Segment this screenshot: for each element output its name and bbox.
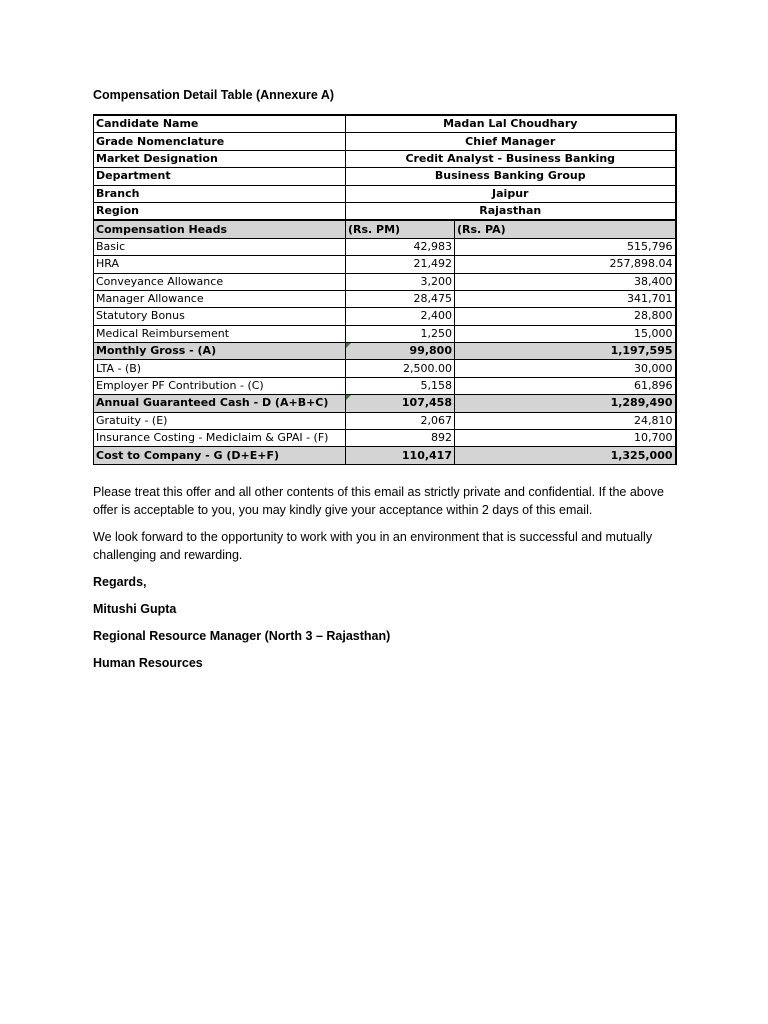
document-title: Compensation Detail Table (Annexure A) bbox=[93, 88, 335, 102]
compensation-row bbox=[94, 412, 676, 429]
info-label: Grade Nomenclature bbox=[94, 133, 346, 150]
monthly-amount: 892 bbox=[346, 430, 455, 447]
monthly-amount: 5,158 bbox=[346, 377, 455, 394]
compensation-head: Monthly Gross - (A) bbox=[94, 343, 346, 360]
info-row bbox=[94, 168, 676, 185]
compensation-head: Basic bbox=[94, 238, 346, 255]
monthly-amount-cell bbox=[346, 395, 455, 412]
info-row bbox=[94, 150, 676, 167]
compensation-row bbox=[94, 360, 676, 377]
monthly-amount: 2,067 bbox=[346, 412, 455, 429]
annual-amount: 24,810 bbox=[455, 412, 676, 429]
monthly-amount: 107,458 bbox=[401, 396, 452, 410]
compensation-head: Annual Guaranteed Cash - D (A+B+C) bbox=[94, 395, 346, 412]
info-row bbox=[94, 185, 676, 202]
info-value: Rajasthan bbox=[346, 202, 676, 220]
column-header-pm: (Rs. PM) bbox=[346, 220, 455, 238]
document-page bbox=[93, 86, 678, 681]
annual-amount: 10,700 bbox=[455, 430, 676, 447]
annual-amount: 1,325,000 bbox=[455, 447, 676, 464]
monthly-amount: 42,983 bbox=[346, 238, 455, 255]
annual-amount: 15,000 bbox=[455, 325, 676, 342]
compensation-head: Manager Allowance bbox=[94, 290, 346, 307]
info-label: Region bbox=[94, 202, 346, 220]
closing-paragraph: We look forward to the opportunity to work with you in an environment that is successful and mutually challenging and rewarding. bbox=[93, 529, 653, 562]
compensation-head: Employer PF Contribution - (C) bbox=[94, 377, 346, 394]
annual-amount: 257,898.04 bbox=[455, 256, 676, 273]
monthly-amount: 28,475 bbox=[346, 290, 455, 307]
annual-amount: 1,197,595 bbox=[455, 343, 676, 360]
compensation-table bbox=[93, 114, 677, 465]
column-header-heads: Compensation Heads bbox=[94, 220, 346, 238]
info-label: Department bbox=[94, 168, 346, 185]
confidentiality-paragraph: Please treat this offer and all other contents of this email as strictly private and confidential. If the above offer is acceptable to you, you may kindly give your acceptance within 2 days of this email. bbox=[93, 484, 664, 517]
compensation-row bbox=[94, 430, 676, 447]
annual-amount: 1,289,490 bbox=[455, 395, 676, 412]
annual-amount: 30,000 bbox=[455, 360, 676, 377]
signatory-department: Human Resources bbox=[93, 655, 203, 670]
info-label: Candidate Name bbox=[94, 115, 346, 133]
column-header-pa: (Rs. PA) bbox=[455, 220, 676, 238]
info-value: Credit Analyst - Business Banking bbox=[346, 150, 676, 167]
error-indicator-icon bbox=[346, 395, 351, 400]
monthly-amount: 2,500.00 bbox=[346, 360, 455, 377]
monthly-amount-cell bbox=[346, 343, 455, 360]
monthly-amount: 2,400 bbox=[346, 308, 455, 325]
compensation-head: Gratuity - (E) bbox=[94, 412, 346, 429]
info-row bbox=[94, 202, 676, 220]
compensation-row bbox=[94, 325, 676, 342]
compensation-row bbox=[94, 290, 676, 307]
info-row bbox=[94, 115, 676, 133]
annual-amount: 38,400 bbox=[455, 273, 676, 290]
info-label: Market Designation bbox=[94, 150, 346, 167]
error-indicator-icon bbox=[346, 343, 351, 348]
compensation-row bbox=[94, 308, 676, 325]
compensation-header-row bbox=[94, 220, 676, 238]
compensation-row bbox=[94, 238, 676, 255]
annual-amount: 61,896 bbox=[455, 377, 676, 394]
annual-amount: 341,701 bbox=[455, 290, 676, 307]
compensation-head: Statutory Bonus bbox=[94, 308, 346, 325]
closing-salutation: Regards, bbox=[93, 574, 147, 589]
compensation-head: Cost to Company - G (D+E+F) bbox=[94, 447, 346, 464]
info-label: Branch bbox=[94, 185, 346, 202]
letter-body bbox=[93, 483, 673, 672]
annual-amount: 28,800 bbox=[455, 308, 676, 325]
monthly-amount: 21,492 bbox=[346, 256, 455, 273]
compensation-row bbox=[94, 256, 676, 273]
compensation-head: Medical Reimbursement bbox=[94, 325, 346, 342]
compensation-head: Conveyance Allowance bbox=[94, 273, 346, 290]
total-row bbox=[94, 447, 676, 464]
info-value: Chief Manager bbox=[346, 133, 676, 150]
monthly-amount: 99,800 bbox=[409, 344, 452, 358]
subtotal-row bbox=[94, 395, 676, 412]
compensation-row bbox=[94, 377, 676, 394]
compensation-head: LTA - (B) bbox=[94, 360, 346, 377]
monthly-amount: 110,417 bbox=[346, 447, 455, 464]
signatory-title: Regional Resource Manager (North 3 – Rajasthan) bbox=[93, 628, 391, 643]
subtotal-row bbox=[94, 343, 676, 360]
monthly-amount: 1,250 bbox=[346, 325, 455, 342]
info-value: Business Banking Group bbox=[346, 168, 676, 185]
compensation-row bbox=[94, 273, 676, 290]
signatory-name: Mitushi Gupta bbox=[93, 601, 177, 616]
monthly-amount: 3,200 bbox=[346, 273, 455, 290]
info-value: Jaipur bbox=[346, 185, 676, 202]
info-value: Madan Lal Choudhary bbox=[346, 115, 676, 133]
annual-amount: 515,796 bbox=[455, 238, 676, 255]
compensation-head: Insurance Costing - Mediclaim & GPAI - (F) bbox=[94, 430, 346, 447]
compensation-head: HRA bbox=[94, 256, 346, 273]
info-row bbox=[94, 133, 676, 150]
